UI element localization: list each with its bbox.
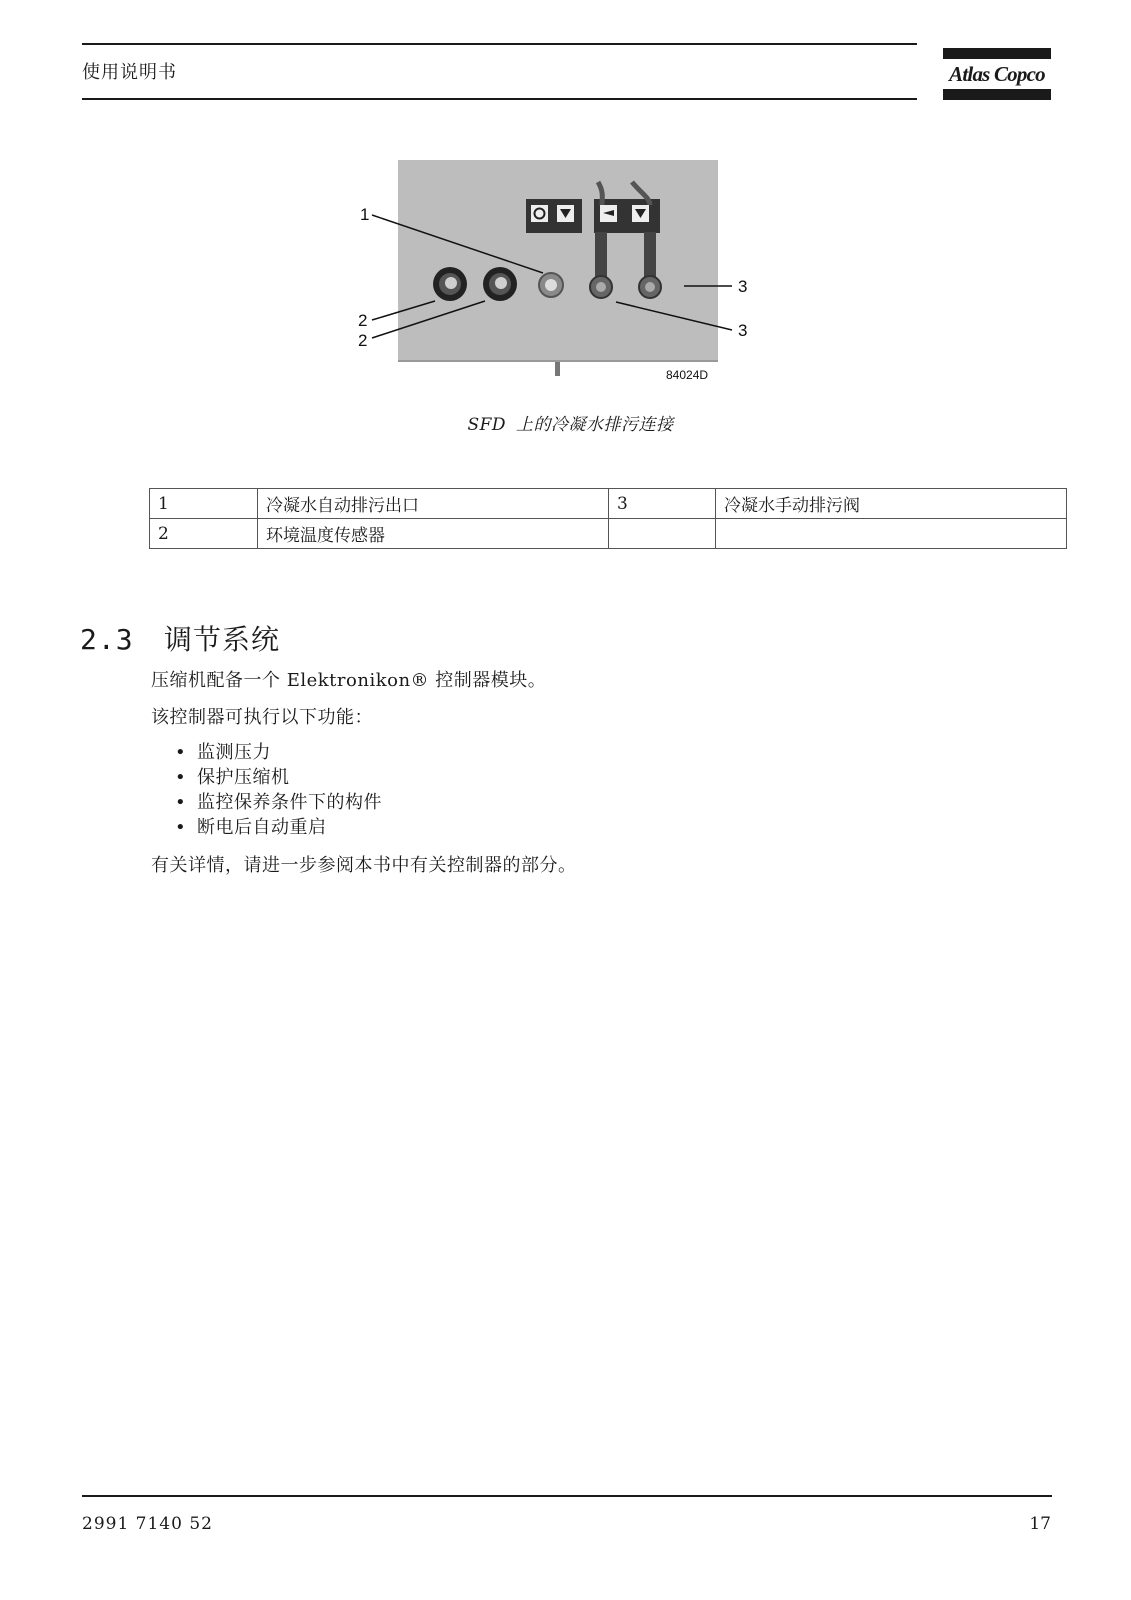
section-title: 调节系统: [164, 623, 281, 656]
page-number: 17: [1029, 1514, 1051, 1534]
condensate-drain-figure: [358, 160, 758, 395]
table-cell: 3: [609, 489, 716, 519]
bullet-dot: •: [175, 792, 187, 813]
figure-caption: [0, 410, 1131, 435]
panel-stand: [555, 362, 560, 376]
bullet-dot: •: [175, 767, 187, 788]
bullet-dot: •: [175, 742, 187, 763]
caption-prefix: SFD: [467, 415, 507, 435]
paragraph-intro: 压缩机配备一个 Elektronikon® 控制器模块。: [151, 670, 547, 691]
list-item-text: 保护压缩机: [197, 767, 290, 788]
list-item-text: 监测压力: [197, 742, 271, 763]
document-number: 2991 7140 52: [82, 1514, 213, 1534]
caption-text: 上的冷凝水排污连接: [516, 415, 674, 435]
table-row: [150, 519, 1067, 549]
logo-bar-bottom: [943, 89, 1051, 100]
panel-background: [398, 160, 718, 360]
list-item: [175, 740, 382, 765]
table-cell: [716, 519, 1067, 549]
callout-3b: 3: [738, 321, 748, 340]
auto-drain-outlet: [539, 273, 563, 297]
table-cell: 2: [150, 519, 258, 549]
sensor-port-left: [433, 267, 467, 301]
callout-3a: 3: [738, 277, 748, 296]
list-item: [175, 765, 382, 790]
paragraph-functions-lead: 该控制器可执行以下功能：: [151, 707, 373, 728]
document-type-label: 使用说明书: [82, 62, 177, 83]
logo-wordmark: Atlas Copco: [949, 62, 1045, 86]
callout-2b: 2: [358, 331, 368, 350]
paragraph-reference: 有关详情，请进一步参阅本书中有关控制器的部分。: [151, 855, 577, 876]
callout-2a: 2: [358, 311, 368, 330]
legend-table: [149, 488, 1067, 549]
bullet-dot: •: [175, 817, 187, 838]
table-cell: 冷凝水手动排污阀: [716, 489, 1067, 519]
section-number: 2.3: [80, 623, 134, 656]
label-plate-left: [526, 199, 582, 233]
list-item-text: 监控保养条件下的构件: [197, 792, 382, 813]
function-list: [175, 740, 382, 840]
section-heading: [80, 618, 280, 658]
sensor-port-right: [483, 267, 517, 301]
list-item-text: 断电后自动重启: [197, 817, 327, 838]
atlas-copco-logo: [943, 48, 1051, 100]
footer-rule: [82, 1495, 1052, 1497]
header-rule-bottom: [82, 98, 917, 100]
list-item: [175, 790, 382, 815]
table-cell: 冷凝水自动排污出口: [258, 489, 609, 519]
table-cell: [609, 519, 716, 549]
header-rule-top: [82, 43, 917, 45]
table-cell: 环境温度传感器: [258, 519, 609, 549]
table-row: [150, 489, 1067, 519]
table-cell: 1: [150, 489, 258, 519]
logo-bar-top: [943, 48, 1051, 59]
list-item: [175, 815, 382, 840]
figure-id: 84024D: [666, 368, 709, 382]
figure-illustration: [358, 160, 758, 395]
callout-1: 1: [360, 205, 370, 224]
